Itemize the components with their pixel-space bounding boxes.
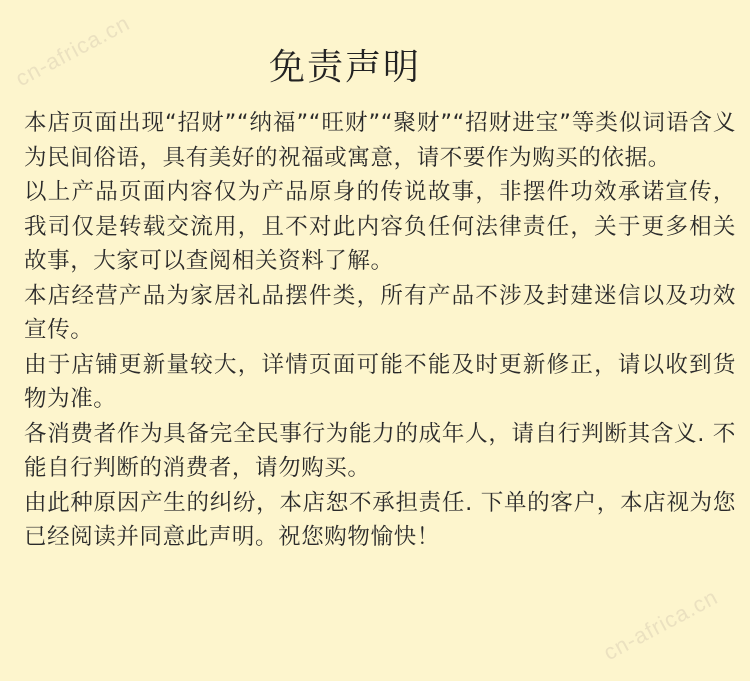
watermark-bottom: cn-africa.cn	[599, 584, 722, 666]
disclaimer-body	[24, 106, 736, 555]
paragraph-auspicious-terms: 本店页面出现“招财”“纳福”“旺财”“聚财”“招财进宝”等类似词语含义为民间俗语，具有美好的祝福或寓意，请不要作为购买的依据。	[24, 110, 736, 171]
paragraph-legend-stories: 以上产品页面内容仅为产品原身的传说故事，非摆件功效承诺宣传，我司仅是转载交流用，且不对此内容负任何法律责任，关于更多相关故事，大家可以查阅相关资料了解。	[24, 179, 736, 274]
paragraph-product-category: 本店经营产品为家居礼品摆件类，所有产品不涉及封建迷信以及功效宣传。	[24, 282, 736, 343]
paragraph-consumer-judgment: 各消费者作为具备完全民事行为能力的成年人，请自行判断其含义. 不能自行判断的消费者，请勿购买。	[24, 420, 736, 481]
paragraph-liability: 由此种原因产生的纠纷，本店恕不承担责任. 下单的客户，本店视为您已经阅读并同意此声明。祝您购物愉快！	[24, 489, 736, 550]
page-title: 免责声明	[268, 47, 421, 88]
paragraph-page-updates: 由于店铺更新量较大，详情页面可能不能及时更新修正，请以收到货物为准。	[24, 351, 736, 412]
watermark-top: cn-africa.cn	[11, 10, 134, 92]
